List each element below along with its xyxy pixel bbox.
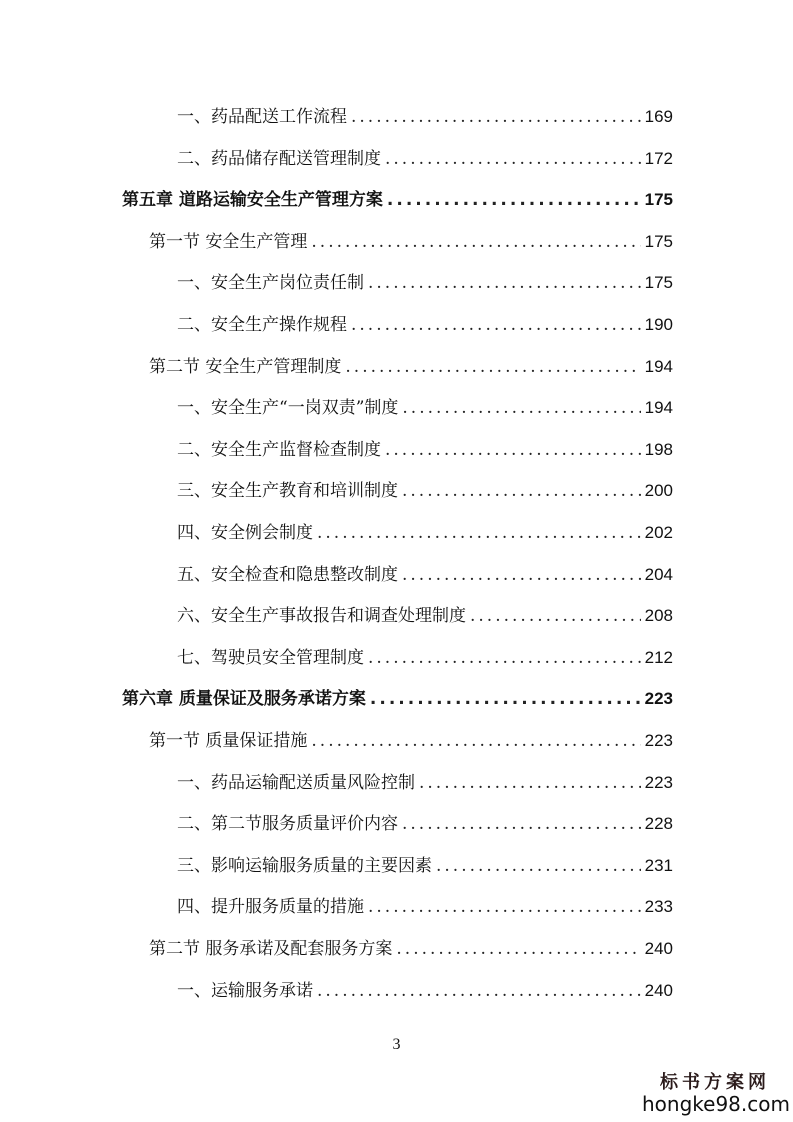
dot-leader [317, 518, 641, 548]
toc-entry[interactable] [177, 601, 673, 631]
page-number: 3 [392, 1036, 401, 1053]
dot-leader [368, 643, 641, 673]
toc-entry[interactable] [177, 976, 673, 1006]
toc-entry-page: 231 [644, 856, 673, 875]
toc-entry-title: 四、安全例会制度 [177, 523, 313, 543]
toc-entry[interactable] [122, 185, 673, 215]
toc-entry-title: 一、运输服务承诺 [177, 981, 313, 1001]
toc-entry[interactable] [149, 352, 673, 382]
dot-leader [436, 851, 641, 881]
toc-entry[interactable] [177, 144, 673, 174]
toc-entry[interactable] [177, 268, 673, 298]
toc-entry-title: 二、安全生产操作规程 [177, 315, 347, 335]
dot-leader [402, 393, 640, 423]
toc-entry-title: 一、安全生产岗位责任制 [177, 273, 364, 293]
toc-entry-page: 172 [644, 149, 673, 168]
toc-entry[interactable] [149, 227, 673, 257]
dot-leader [351, 310, 641, 340]
toc-entry[interactable] [177, 476, 673, 506]
dot-leader [396, 934, 640, 964]
toc-entry[interactable] [177, 560, 673, 590]
toc-entry-page: 208 [644, 606, 673, 625]
toc-entry[interactable] [177, 310, 673, 340]
toc-entry-page: 204 [644, 565, 673, 584]
dot-leader [368, 892, 641, 922]
toc-entry[interactable] [177, 102, 673, 132]
dot-leader [370, 684, 641, 714]
dot-leader [311, 726, 640, 756]
toc-entry-page: 202 [644, 523, 673, 542]
toc-entry-page: 175 [644, 190, 673, 209]
toc-entry-page: 175 [644, 232, 673, 251]
dot-leader [368, 268, 641, 298]
toc-entry-page: 240 [644, 939, 673, 958]
toc-entry-title: 五、安全检查和隐患整改制度 [177, 565, 398, 585]
toc-entry-page: 223 [644, 731, 673, 750]
dot-leader [317, 976, 641, 1006]
dot-leader [387, 185, 641, 215]
toc-entry-page: 175 [644, 273, 673, 292]
dot-leader [311, 227, 640, 257]
toc-entry-title: 第五章 道路运输安全生产管理方案 [122, 190, 383, 210]
toc-entry-page: 212 [644, 648, 673, 667]
toc-entry[interactable] [177, 393, 673, 423]
toc-entry[interactable] [177, 643, 673, 673]
toc-entry-title: 第一节 质量保证措施 [149, 731, 308, 751]
toc-entry-page: 194 [644, 398, 673, 417]
toc-entry-title: 四、提升服务质量的措施 [177, 897, 364, 917]
toc-entry-title: 第二节 安全生产管理制度 [149, 357, 342, 377]
toc-entry[interactable] [149, 726, 673, 756]
dot-leader [419, 768, 641, 798]
toc-entry[interactable] [122, 684, 673, 714]
toc-entry-title: 六、安全生产事故报告和调查处理制度 [177, 606, 466, 626]
toc-entry[interactable] [177, 892, 673, 922]
dot-leader [385, 435, 641, 465]
dot-leader [402, 809, 641, 839]
toc-entry-page: 240 [644, 981, 673, 1000]
dot-leader [385, 144, 641, 174]
toc-entry-title: 二、第二节服务质量评价内容 [177, 814, 398, 834]
toc-entry-title: 第六章 质量保证及服务承诺方案 [122, 689, 366, 709]
toc-entry-page: 223 [644, 773, 673, 792]
toc-entry-title: 二、药品储存配送管理制度 [177, 149, 381, 169]
dot-leader [402, 476, 641, 506]
toc-entry[interactable] [177, 851, 673, 881]
toc-entry-title: 一、安全生产“一岗双责”制度 [177, 398, 399, 418]
toc-entry-page: 169 [644, 107, 673, 126]
toc-entry-page: 233 [644, 897, 673, 916]
toc-entry-page: 194 [644, 357, 673, 376]
toc-entry-title: 三、影响运输服务质量的主要因素 [177, 856, 432, 876]
toc-entry-page: 228 [644, 814, 673, 833]
toc-entry-page: 190 [644, 315, 673, 334]
toc-entry-page: 198 [644, 440, 673, 459]
toc-entry[interactable] [177, 768, 673, 798]
watermark-logo [630, 1068, 793, 1122]
dot-leader [345, 352, 640, 382]
toc-entry[interactable] [177, 518, 673, 548]
toc-entry-title: 一、药品运输配送质量风险控制 [177, 773, 415, 793]
toc-entry-title: 七、驾驶员安全管理制度 [177, 648, 364, 668]
watermark-domain: hongke98.com [642, 1092, 790, 1116]
toc-entry-title: 三、安全生产教育和培训制度 [177, 481, 398, 501]
toc-entry-title: 一、药品配送工作流程 [177, 107, 347, 127]
toc-entry-title: 第二节 服务承诺及配套服务方案 [149, 939, 393, 959]
toc-entry[interactable] [177, 435, 673, 465]
dot-leader [470, 601, 641, 631]
toc-entry[interactable] [177, 809, 673, 839]
toc-entry-title: 二、安全生产监督检查制度 [177, 440, 381, 460]
watermark-site-name: 标书方案网 [660, 1072, 770, 1093]
toc-entry-page: 200 [644, 481, 673, 500]
toc-entry-page: 223 [644, 689, 673, 708]
toc-entry[interactable] [149, 934, 673, 964]
dot-leader [402, 560, 641, 590]
dot-leader [351, 102, 641, 132]
toc-entry-title: 第一节 安全生产管理 [149, 232, 308, 252]
